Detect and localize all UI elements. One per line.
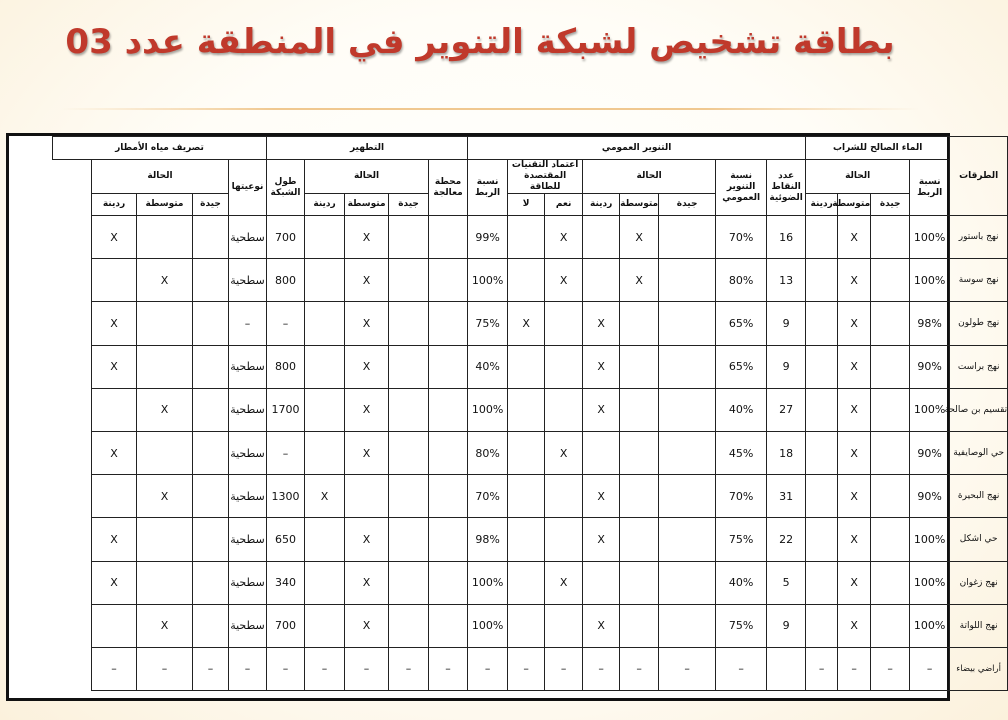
table-cell-s-station: [429, 431, 468, 474]
table-cell-s-good: [389, 604, 429, 647]
table-cell-d-avg: [137, 302, 193, 345]
diagnosis-table-frame: [6, 133, 1008, 701]
table-cell-l-yes: [545, 388, 583, 431]
table-cell-d-avg: X: [137, 388, 193, 431]
table-cell-s-good: [389, 259, 429, 302]
table-cell-w-bad: [806, 604, 838, 647]
table-cell-s-rate: 100%: [468, 259, 508, 302]
table-cell-w-good: [871, 475, 910, 518]
table-cell-l-no: [508, 345, 545, 388]
table-cell-s-good: [389, 388, 429, 431]
table-cell-d-length: 340: [267, 561, 305, 604]
table-cell-l-no: X: [508, 302, 545, 345]
table-cell-d-type: سطحية: [229, 259, 267, 302]
diagnosis-table: [9, 136, 1008, 691]
table-cell-l-good: [659, 431, 716, 474]
table-cell-d-type: سطحية: [229, 431, 267, 474]
table-row: [10, 216, 1008, 259]
table-cell-l-good: [659, 518, 716, 561]
header-treatment-station: محطة معالجة: [429, 160, 468, 216]
header-lighting-state: الحالة: [583, 160, 716, 194]
table-cell-l-no: [508, 259, 545, 302]
table-cell-s-good: –: [389, 647, 429, 690]
table-cell-s-avg: X: [345, 604, 389, 647]
header-water-state: الحالة: [806, 160, 910, 194]
table-cell-d-length: 650: [267, 518, 305, 561]
table-cell-s-avg: X: [345, 216, 389, 259]
table-cell-l-points: 9: [767, 302, 806, 345]
table-cell-w-avg: –: [838, 647, 871, 690]
table-cell-w-avg: X: [838, 518, 871, 561]
table-cell-d-bad: [92, 475, 137, 518]
table-cell-w-avg: X: [838, 345, 871, 388]
table-cell-s-avg: X: [345, 431, 389, 474]
table-row: [10, 475, 1008, 518]
table-cell-l-points: 9: [767, 345, 806, 388]
table-cell-s-good: [389, 475, 429, 518]
header-water: الماء الصالح للشراب: [806, 137, 950, 160]
table-cell-l-rate: 65%: [716, 345, 767, 388]
table-cell-l-yes: –: [545, 647, 583, 690]
table-cell-l-bad: X: [583, 388, 620, 431]
table-cell-s-rate: –: [468, 647, 508, 690]
table-cell-d-type: سطحية: [229, 475, 267, 518]
table-cell-s-station: –: [429, 647, 468, 690]
table-cell-d-bad: X: [92, 518, 137, 561]
table-cell-d-avg: X: [137, 259, 193, 302]
header-sanitation-good: جيدة: [389, 194, 429, 216]
table-cell-d-type: سطحية: [229, 518, 267, 561]
table-cell-s-bad: [305, 216, 345, 259]
table-cell-s-station: [429, 216, 468, 259]
table-cell-l-avg: –: [620, 647, 659, 690]
table-cell-w-bad: [806, 259, 838, 302]
table-cell-d-bad: [92, 388, 137, 431]
table-cell-l-avg: [620, 431, 659, 474]
table-row: [10, 388, 1008, 431]
table-cell-l-avg: [620, 518, 659, 561]
header-sanitation-bad: ردينة: [305, 194, 345, 216]
table-cell-l-avg: X: [620, 216, 659, 259]
table-cell-l-points: 16: [767, 216, 806, 259]
table-cell-s-good: [389, 561, 429, 604]
table-cell-l-bad: X: [583, 604, 620, 647]
table-cell-s-rate: 99%: [468, 216, 508, 259]
table-cell-l-rate: 40%: [716, 388, 767, 431]
table-cell-l-rate: 75%: [716, 518, 767, 561]
table-cell-w-good: [871, 216, 910, 259]
table-cell-l-avg: X: [620, 259, 659, 302]
table-cell-w-rate: 100%: [910, 388, 950, 431]
header-drainage-average: متوسطة: [137, 194, 193, 216]
table-cell-d-bad: X: [92, 431, 137, 474]
header-drainage-good: جيدة: [193, 194, 229, 216]
table-cell-l-rate: –: [716, 647, 767, 690]
header-sanitation: التطهير: [267, 137, 468, 160]
table-row: [10, 647, 1008, 690]
table-cell-l-rate: 70%: [716, 475, 767, 518]
table-cell-w-avg: X: [838, 216, 871, 259]
table-cell-s-avg: X: [345, 259, 389, 302]
table-cell-d-length: 800: [267, 345, 305, 388]
table-cell-s-rate: 40%: [468, 345, 508, 388]
table-cell-w-bad: [806, 561, 838, 604]
table-cell-l-rate: 45%: [716, 431, 767, 474]
table-cell-l-bad: X: [583, 302, 620, 345]
table-cell-l-good: [659, 604, 716, 647]
table-cell-w-good: [871, 431, 910, 474]
table-cell-w-avg: X: [838, 604, 871, 647]
table-cell-l-no: –: [508, 647, 545, 690]
table-cell-l-rate: 80%: [716, 259, 767, 302]
table-cell-s-good: [389, 302, 429, 345]
table-cell-s-station: [429, 259, 468, 302]
table-cell-w-rate: 98%: [910, 302, 950, 345]
table-cell-d-bad: X: [92, 561, 137, 604]
table-cell-l-good: [659, 216, 716, 259]
table-cell-l-no: [508, 475, 545, 518]
table-cell-w-rate: 100%: [910, 604, 950, 647]
header-drainage-state: الحالة: [92, 160, 229, 194]
table-cell-l-no: [508, 518, 545, 561]
table-cell-d-bad: [92, 604, 137, 647]
header-water-rate: نسبة الربط: [910, 160, 950, 216]
table-cell-w-good: [871, 345, 910, 388]
street-name-cell: نهج البحيرة: [950, 475, 1008, 518]
table-cell-d-good: [193, 518, 229, 561]
table-cell-l-bad: [583, 216, 620, 259]
table-cell-w-good: [871, 604, 910, 647]
table-cell-l-avg: [620, 475, 659, 518]
table-cell-w-bad: [806, 431, 838, 474]
table-cell-w-good: –: [871, 647, 910, 690]
table-cell-d-length: 700: [267, 604, 305, 647]
table-cell-w-rate: –: [910, 647, 950, 690]
table-cell-w-avg: X: [838, 475, 871, 518]
table-cell-d-good: [193, 345, 229, 388]
table-cell-l-points: 9: [767, 604, 806, 647]
table-cell-l-rate: 40%: [716, 561, 767, 604]
table-cell-s-rate: 100%: [468, 604, 508, 647]
table-cell-w-good: [871, 302, 910, 345]
table-cell-l-bad: [583, 259, 620, 302]
table-cell-w-bad: [806, 345, 838, 388]
table-cell-w-bad: [806, 518, 838, 561]
table-cell-d-good: [193, 604, 229, 647]
table-cell-d-good: [193, 561, 229, 604]
table-cell-l-avg: [620, 388, 659, 431]
header-lighting-rate: نسبة التنوير العمومي: [716, 160, 767, 216]
table-cell-s-station: [429, 518, 468, 561]
table-cell-l-avg: [620, 604, 659, 647]
table-cell-w-bad: [806, 388, 838, 431]
table-cell-l-avg: [620, 302, 659, 345]
table-cell-d-bad: X: [92, 345, 137, 388]
header-energy-no: لا: [508, 194, 545, 216]
table-row: [10, 604, 1008, 647]
table-cell-l-yes: X: [545, 259, 583, 302]
table-cell-s-good: [389, 216, 429, 259]
table-cell-d-type: سطحية: [229, 604, 267, 647]
table-cell-d-bad: [92, 259, 137, 302]
street-name-cell: نهج زغوان: [950, 561, 1008, 604]
table-cell-w-bad: [806, 302, 838, 345]
table-cell-w-rate: 100%: [910, 259, 950, 302]
table-cell-l-points: 18: [767, 431, 806, 474]
table-cell-s-avg: [345, 475, 389, 518]
table-cell-s-good: [389, 431, 429, 474]
header-water-average: متوسطة: [838, 194, 871, 216]
table-cell-l-yes: [545, 518, 583, 561]
header-sanitation-average: متوسطة: [345, 194, 389, 216]
street-name-cell: نهج سوسة: [950, 259, 1008, 302]
table-cell-l-points: 22: [767, 518, 806, 561]
table-cell-d-bad: –: [92, 647, 137, 690]
street-name-cell: نهج باستور: [950, 216, 1008, 259]
header-light-points: عدد النقاط الضوئية: [767, 160, 806, 216]
header-sanitation-state: الحالة: [305, 160, 429, 194]
slide-title: بطاقة تشخيص لشبكة التنوير في المنطقة عدد 03: [65, 22, 895, 62]
table-cell-d-avg: X: [137, 604, 193, 647]
table-cell-s-rate: 100%: [468, 388, 508, 431]
table-cell-d-avg: [137, 561, 193, 604]
table-cell-l-points: 27: [767, 388, 806, 431]
table-cell-l-no: [508, 431, 545, 474]
header-water-good: جيدة: [871, 194, 910, 216]
table-cell-w-good: [871, 561, 910, 604]
table-cell-l-points: 5: [767, 561, 806, 604]
table-cell-d-length: –: [267, 431, 305, 474]
table-cell-d-good: [193, 259, 229, 302]
table-cell-w-rate: 100%: [910, 518, 950, 561]
table-cell-l-bad: X: [583, 345, 620, 388]
street-name-cell: حي اشكل: [950, 518, 1008, 561]
table-cell-s-bad: [305, 259, 345, 302]
table-cell-l-no: [508, 561, 545, 604]
table-cell-d-type: –: [229, 647, 267, 690]
table-cell-l-good: [659, 475, 716, 518]
header-drainage: تصريف مياه الأمطار: [53, 137, 267, 160]
street-name-cell: نهج اللواتة: [950, 604, 1008, 647]
table-cell-w-avg: X: [838, 431, 871, 474]
table-cell-d-length: 700: [267, 216, 305, 259]
header-energy-yes: نعم: [545, 194, 583, 216]
table-cell-l-no: [508, 388, 545, 431]
table-cell-d-bad: X: [92, 302, 137, 345]
table-cell-d-type: سطحية: [229, 561, 267, 604]
table-cell-l-bad: X: [583, 518, 620, 561]
table-cell-l-avg: [620, 561, 659, 604]
table-row: [10, 259, 1008, 302]
table-cell-d-avg: –: [137, 647, 193, 690]
table-cell-w-rate: 100%: [910, 216, 950, 259]
street-name-cell: أراضي بيضاء: [950, 647, 1008, 690]
table-row: [10, 561, 1008, 604]
table-cell-l-good: –: [659, 647, 716, 690]
table-cell-l-bad: –: [583, 647, 620, 690]
table-cell-s-avg: –: [345, 647, 389, 690]
table-cell-d-avg: X: [137, 475, 193, 518]
table-cell-l-good: [659, 302, 716, 345]
table-cell-s-bad: [305, 302, 345, 345]
table-cell-s-avg: X: [345, 561, 389, 604]
table-cell-w-rate: 100%: [910, 561, 950, 604]
table-cell-l-good: [659, 345, 716, 388]
table-cell-d-good: [193, 388, 229, 431]
table-cell-s-station: [429, 604, 468, 647]
table-cell-d-length: 1300: [267, 475, 305, 518]
table-cell-s-bad: X: [305, 475, 345, 518]
table-row: [10, 518, 1008, 561]
header-sanitation-rate: نسبة الربط: [468, 160, 508, 216]
table-cell-w-avg: X: [838, 302, 871, 345]
table-cell-w-bad: [806, 216, 838, 259]
table-cell-s-bad: [305, 345, 345, 388]
table-cell-s-bad: [305, 604, 345, 647]
header-drainage-bad: ردينة: [92, 194, 137, 216]
table-cell-l-rate: 65%: [716, 302, 767, 345]
table-cell-s-rate: 98%: [468, 518, 508, 561]
table-cell-s-good: [389, 518, 429, 561]
title-divider: [60, 108, 920, 110]
table-cell-d-good: –: [193, 647, 229, 690]
table-cell-w-avg: X: [838, 388, 871, 431]
table-cell-l-yes: X: [545, 431, 583, 474]
table-row: [10, 431, 1008, 474]
table-row: [10, 345, 1008, 388]
table-cell-w-rate: 90%: [910, 345, 950, 388]
table-cell-w-good: [871, 388, 910, 431]
header-lighting: التنوير العمومي: [468, 137, 806, 160]
table-cell-s-bad: [305, 388, 345, 431]
table-cell-d-type: سطحية: [229, 345, 267, 388]
table-cell-d-length: –: [267, 647, 305, 690]
table-cell-l-bad: X: [583, 475, 620, 518]
table-cell-w-avg: X: [838, 561, 871, 604]
table-cell-l-good: [659, 259, 716, 302]
table-cell-d-length: –: [267, 302, 305, 345]
table-cell-d-length: 800: [267, 259, 305, 302]
table-cell-d-avg: [137, 431, 193, 474]
table-cell-l-yes: [545, 345, 583, 388]
table-cell-l-rate: 75%: [716, 604, 767, 647]
table-cell-l-yes: [545, 604, 583, 647]
table-cell-d-bad: X: [92, 216, 137, 259]
header-streets: الطرقات: [950, 137, 1008, 216]
table-cell-d-type: سطحية: [229, 388, 267, 431]
table-cell-d-avg: [137, 518, 193, 561]
header-lighting-average: متوسطة: [620, 194, 659, 216]
table-cell-d-good: [193, 216, 229, 259]
table-cell-d-good: [193, 475, 229, 518]
table-cell-s-rate: 100%: [468, 561, 508, 604]
table-cell-s-bad: [305, 518, 345, 561]
table-cell-l-avg: [620, 345, 659, 388]
table-cell-d-avg: [137, 345, 193, 388]
table-cell-s-bad: [305, 561, 345, 604]
table-cell-s-rate: 70%: [468, 475, 508, 518]
table-cell-w-rate: 90%: [910, 431, 950, 474]
table-cell-l-yes: X: [545, 216, 583, 259]
table-cell-s-rate: 75%: [468, 302, 508, 345]
table-cell-w-rate: 90%: [910, 475, 950, 518]
table-cell-l-good: [659, 388, 716, 431]
table-cell-s-avg: X: [345, 302, 389, 345]
table-cell-w-bad: [806, 475, 838, 518]
table-cell-s-station: [429, 475, 468, 518]
header-energy-tech: اعتماد التقنيات المقتصدة للطاقة: [508, 160, 583, 194]
table-cell-l-bad: [583, 561, 620, 604]
header-type: نوعيتها: [229, 160, 267, 216]
table-cell-l-bad: [583, 431, 620, 474]
street-name-cell: نهج براست: [950, 345, 1008, 388]
table-cell-l-points: 31: [767, 475, 806, 518]
table-cell-s-station: [429, 345, 468, 388]
table-cell-w-bad: –: [806, 647, 838, 690]
table-cell-s-avg: X: [345, 345, 389, 388]
table-cell-d-length: 1700: [267, 388, 305, 431]
street-name-cell: تقسيم بن صالحة: [950, 388, 1008, 431]
table-cell-l-yes: [545, 302, 583, 345]
table-cell-d-type: –: [229, 302, 267, 345]
table-cell-s-avg: X: [345, 518, 389, 561]
table-cell-s-station: [429, 561, 468, 604]
table-cell-l-no: [508, 604, 545, 647]
table-cell-l-good: [659, 561, 716, 604]
table-cell-l-no: [508, 216, 545, 259]
table-cell-w-good: [871, 518, 910, 561]
table-cell-s-bad: –: [305, 647, 345, 690]
table-cell-l-yes: [545, 475, 583, 518]
table-cell-d-good: [193, 302, 229, 345]
street-name-cell: حي الوصايفية: [950, 431, 1008, 474]
table-cell-w-good: [871, 259, 910, 302]
table-cell-s-station: [429, 388, 468, 431]
table-row: [10, 302, 1008, 345]
table-cell-s-bad: [305, 431, 345, 474]
table-cell-s-good: [389, 345, 429, 388]
table-cell-l-points: [767, 647, 806, 690]
header-water-bad: ردينة: [806, 194, 838, 216]
table-cell-d-good: [193, 431, 229, 474]
table-cell-s-station: [429, 302, 468, 345]
header-lighting-bad: ردينة: [583, 194, 620, 216]
table-cell-l-rate: 70%: [716, 216, 767, 259]
table-cell-w-avg: X: [838, 259, 871, 302]
table-cell-s-avg: X: [345, 388, 389, 431]
header-lighting-good: جيدة: [659, 194, 716, 216]
header-network-length: طول الشبكة: [267, 160, 305, 216]
street-name-cell: نهج طولون: [950, 302, 1008, 345]
table-cell-l-points: 13: [767, 259, 806, 302]
table-cell-d-type: سطحية: [229, 216, 267, 259]
table-cell-l-yes: X: [545, 561, 583, 604]
table-cell-s-rate: 80%: [468, 431, 508, 474]
table-cell-d-avg: [137, 216, 193, 259]
